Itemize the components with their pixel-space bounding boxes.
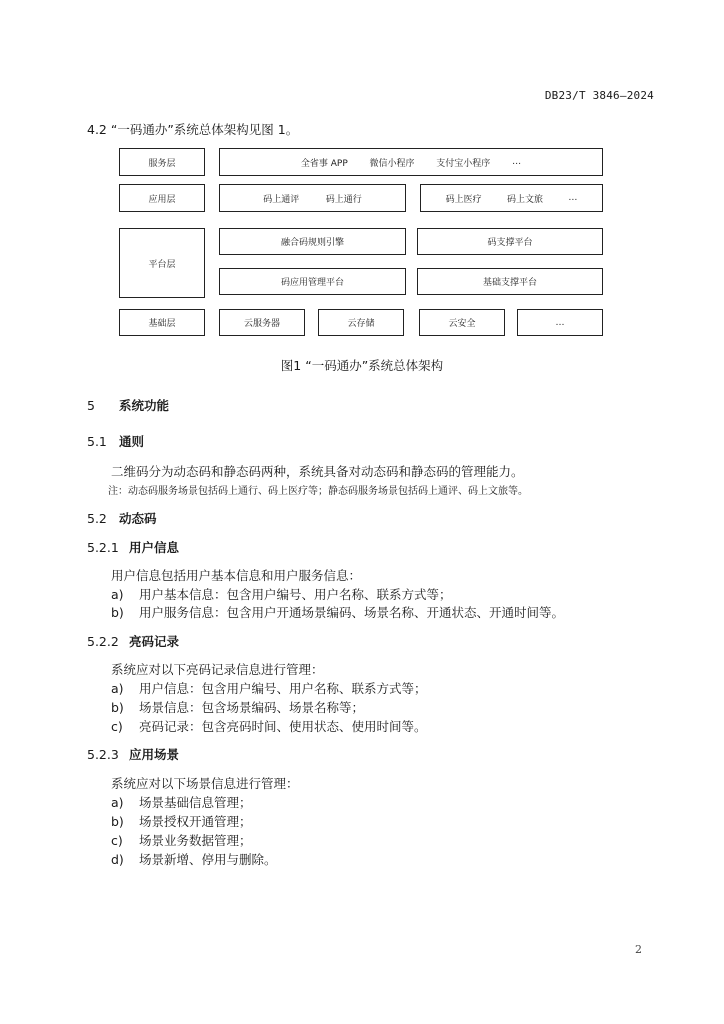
- application-item: 码上通行: [325, 194, 362, 205]
- paragraph: 用户信息包括用户基本信息和用户服务信息：: [111, 568, 362, 583]
- platform-item: 码支撑平台: [417, 228, 603, 255]
- service-item: 支付宝小程序: [436, 158, 491, 169]
- platform-item: 融合码规则引擎: [219, 228, 406, 255]
- section-heading: 5.1 通则: [87, 434, 145, 449]
- list-item: b) 用户服务信息：包含用户开通场景编码、场景名称、开通状态、开通时间等。: [111, 605, 565, 620]
- application-item: 码上通评: [263, 194, 300, 205]
- service-item: …: [512, 157, 522, 167]
- section-heading: 5.2.2 亮码记录: [87, 634, 180, 649]
- infrastructure-item: 云安全: [419, 309, 505, 336]
- application-item: 码上文旅: [506, 194, 543, 205]
- list-item: c) 场景业务数据管理；: [111, 833, 252, 848]
- service-item: 微信小程序: [369, 158, 415, 169]
- service-layer-label: 服务层: [119, 148, 205, 176]
- service-item: 全省事 APP: [300, 158, 348, 169]
- section-heading: 5.2.3 应用场景: [87, 747, 180, 762]
- paragraph: 系统应对以下场景信息进行管理：: [111, 776, 299, 791]
- paragraph: 二维码分为动态码和静态码两种，系统具备对动态码和静态码的管理能力。: [111, 464, 524, 479]
- platform-layer-label: 平台层: [119, 228, 205, 298]
- platform-item: 基础支撑平台: [417, 268, 603, 295]
- application-item: 码上医疗: [445, 194, 482, 205]
- infrastructure-item: …: [517, 309, 603, 336]
- infrastructure-item: 云服务器: [219, 309, 305, 336]
- infrastructure-item: 云存储: [318, 309, 404, 336]
- figure-caption: 图1 “一码通办”系统总体架构: [280, 358, 444, 373]
- application-left-box: [219, 184, 406, 212]
- list-item: a) 场景基础信息管理；: [111, 795, 252, 810]
- note: 注：动态码服务场景包括码上通行、码上医疗等；静态码服务场景包括码上通评、码上文旅等。: [108, 486, 528, 497]
- service-layer-items: [219, 148, 603, 176]
- list-item: b) 场景信息：包含场景编码、场景名称等；: [111, 700, 365, 715]
- section-heading: 5 系统功能: [87, 398, 170, 413]
- page-number: 2: [635, 943, 642, 956]
- list-item: b) 场景授权开通管理；: [111, 814, 252, 829]
- list-item: c) 亮码记录：包含亮码时间、使用状态、使用时间等。: [111, 719, 427, 734]
- figure-intro-line: 4.2 “一码通办”系统总体架构见图 1。: [87, 122, 299, 137]
- document-id: DB23/T 3846—2024: [544, 89, 654, 102]
- section-heading: 5.2.1 用户信息: [87, 540, 180, 555]
- list-item: a) 用户基本信息：包含用户编号、用户名称、联系方式等；: [111, 587, 452, 602]
- application-layer-label: 应用层: [119, 184, 205, 212]
- platform-item: 码应用管理平台: [219, 268, 406, 295]
- list-item: d) 场景新增、停用与删除。: [111, 852, 277, 867]
- section-heading: 5.2 动态码: [87, 511, 157, 526]
- paragraph: 系统应对以下亮码记录信息进行管理：: [111, 662, 324, 677]
- application-right-box: [420, 184, 603, 212]
- infrastructure-layer-label: 基础层: [119, 309, 205, 336]
- list-item: a) 用户信息：包含用户编号、用户名称、联系方式等；: [111, 681, 427, 696]
- application-item: …: [568, 193, 578, 203]
